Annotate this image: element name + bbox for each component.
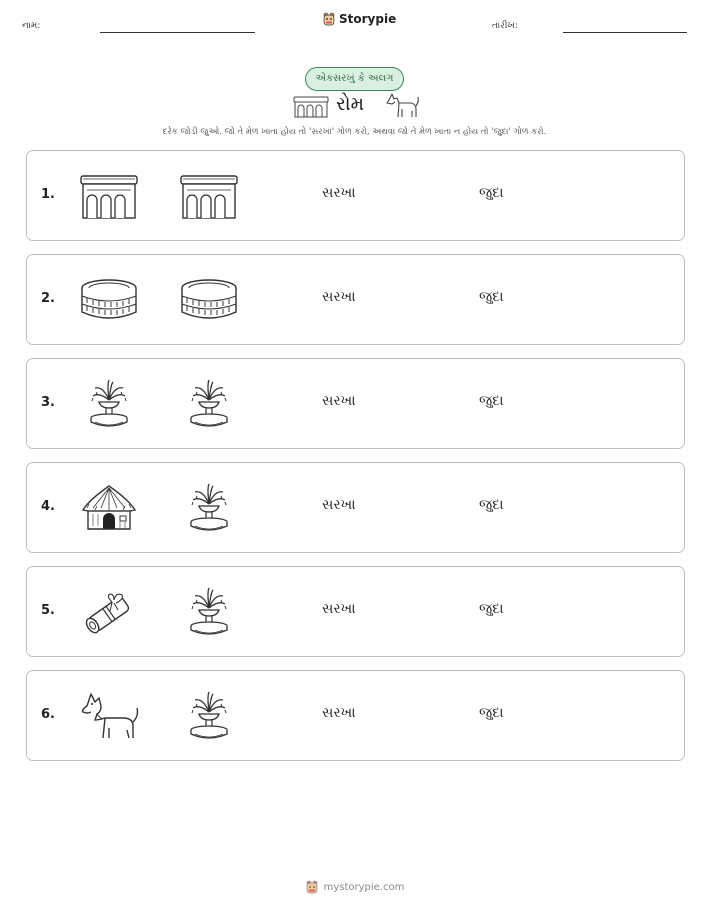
different-option[interactable]: જુદા: [479, 185, 504, 201]
aqueduct-icon: [79, 170, 139, 222]
date-label: તારીખ:: [492, 21, 518, 31]
mascot-icon: [322, 12, 336, 26]
different-option[interactable]: જુદા: [479, 289, 504, 305]
same-option[interactable]: સરખા: [322, 393, 356, 409]
different-option[interactable]: જુદા: [479, 393, 504, 409]
fountain-icon: [179, 586, 239, 638]
aqueduct-icon: [179, 170, 239, 222]
fountain-icon: [179, 482, 239, 534]
name-label: નામ:: [22, 21, 41, 31]
worksheet-header: [0, 0, 709, 50]
question-card: [26, 566, 685, 657]
fountain-icon: [79, 378, 139, 430]
question-number: 3.: [41, 395, 55, 410]
question-card: [26, 358, 685, 449]
question-card: [26, 670, 685, 761]
question-card: [26, 254, 685, 345]
question-number: 1.: [41, 187, 55, 202]
different-option[interactable]: જુદા: [479, 601, 504, 617]
colosseum-icon: [179, 274, 239, 326]
different-option[interactable]: જુદા: [479, 497, 504, 513]
question-number: 4.: [41, 499, 55, 514]
different-option[interactable]: જુદા: [479, 705, 504, 721]
wolf-icon: [79, 690, 139, 742]
aqueduct-icon: [292, 95, 330, 119]
colosseum-icon: [79, 274, 139, 326]
same-option[interactable]: સરખા: [322, 497, 356, 513]
footer: [0, 880, 709, 894]
instructions: દરેક જોડી જુઓ. જો તે મેળ ખાતા હોય તો 'સરખા' ગોળ કરો, અથવા જો તે મેળ ખાતા ન હોય તો 'જુદા' ગોળ કરો.: [162, 127, 547, 137]
question-card: [26, 150, 685, 241]
wolf-icon: [385, 90, 419, 120]
footer-site: mystorypie.com: [323, 881, 405, 893]
title-block: [0, 64, 709, 124]
brand-logo: [322, 12, 396, 26]
question-card: [26, 462, 685, 553]
hut-icon: [79, 482, 139, 534]
brand-name: Storypie: [339, 12, 397, 26]
date-field-line[interactable]: [563, 32, 687, 33]
question-number: 6.: [41, 707, 55, 722]
fountain-icon: [179, 690, 239, 742]
scroll-icon: [79, 586, 139, 638]
name-field-line[interactable]: [100, 32, 255, 33]
same-option[interactable]: સરખા: [322, 601, 356, 617]
question-number: 5.: [41, 603, 55, 618]
same-option[interactable]: સરખા: [322, 289, 356, 305]
same-option[interactable]: સરખા: [322, 185, 356, 201]
fountain-icon: [179, 378, 239, 430]
topic-title: રોમ: [336, 93, 364, 115]
question-number: 2.: [41, 291, 55, 306]
same-option[interactable]: સરખા: [322, 705, 356, 721]
subject-pill: એકસરખું કે અલગ: [305, 67, 404, 91]
mascot-icon: [305, 880, 319, 894]
